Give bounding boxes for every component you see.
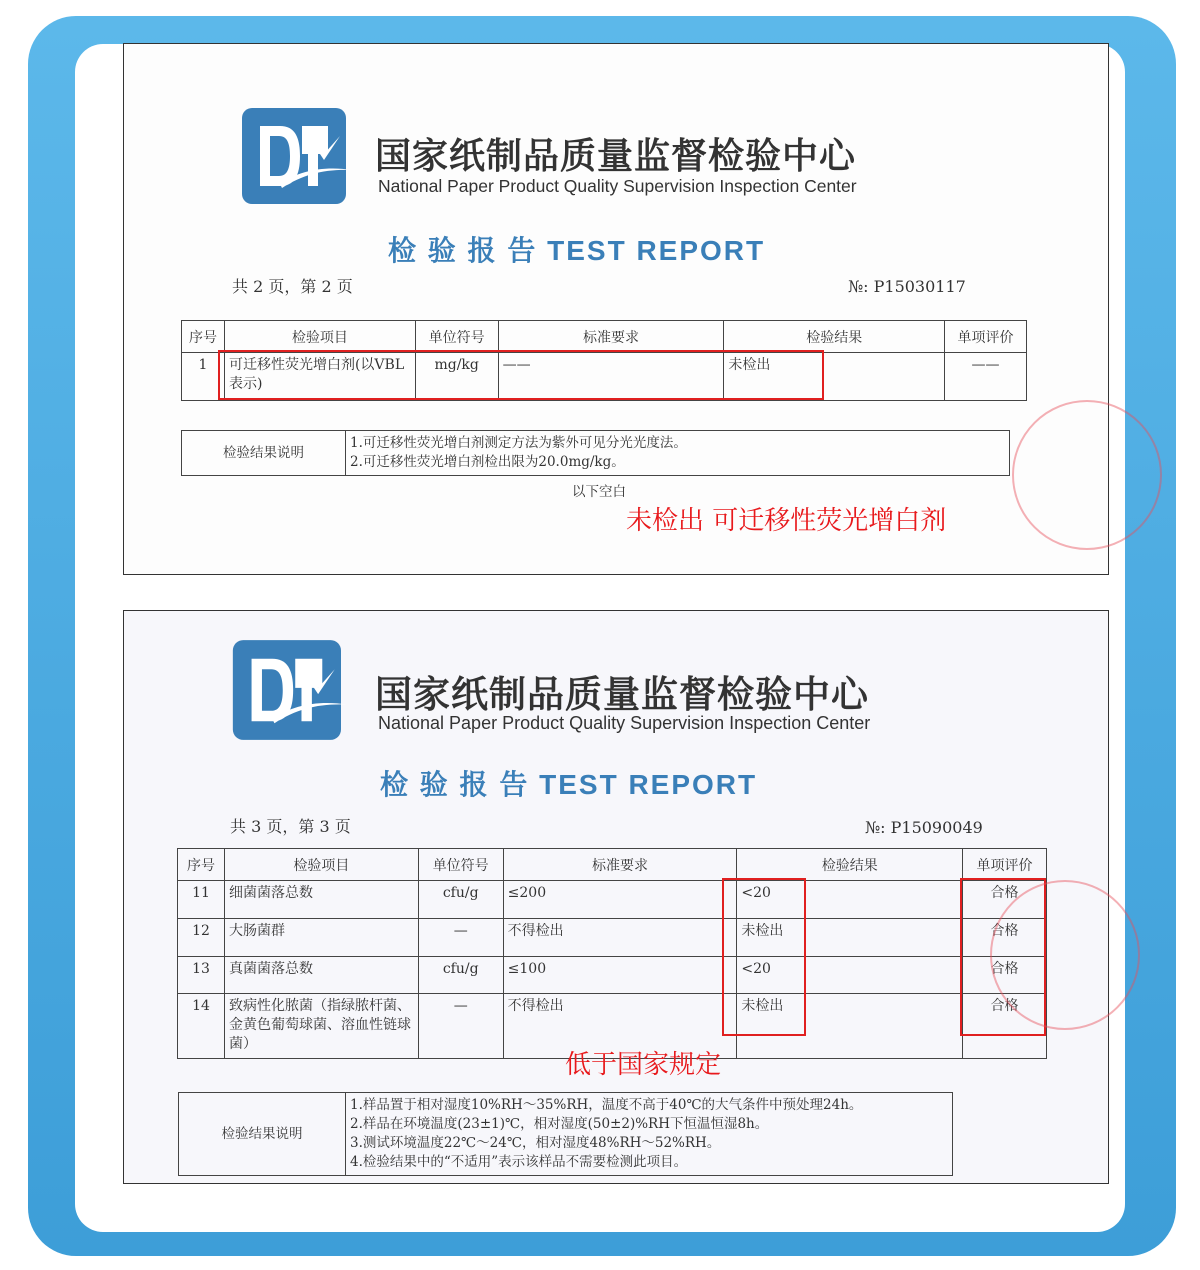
- dqt-logo-icon: [230, 638, 348, 742]
- header-item: 检验项目: [224, 321, 415, 353]
- row-eval: ——: [945, 353, 1027, 401]
- header-standard: 标准要求: [498, 321, 724, 353]
- note-line: 1.样品置于相对湿度10%RH～35%RH，温度不高于40℃的大气条件中预处理24h。: [350, 1097, 863, 1113]
- row-no: 12: [178, 919, 225, 957]
- row-standard: ≤200: [503, 881, 737, 919]
- row-result: <20: [737, 881, 963, 919]
- org-name-cn: 国家纸制品质量监督检验中心: [375, 136, 857, 177]
- annotation-2: 低于国家规定: [565, 1050, 722, 1080]
- row-result: <20: [737, 957, 963, 994]
- notes-table: [181, 430, 1010, 476]
- page-indicator: 共 3 页，第 3 页: [230, 817, 351, 836]
- header-standard: 标准要求: [503, 849, 737, 881]
- row-item: 细菌菌落总数: [224, 881, 418, 919]
- note-line: 2.可迁移性荧光增白剂检出限为20.0mg/kg。: [350, 454, 625, 470]
- dqt-logo-icon: [240, 106, 352, 206]
- row-item: 真菌菌落总数: [224, 957, 418, 994]
- header-no: 序号: [182, 321, 225, 353]
- row-no: 14: [178, 994, 225, 1059]
- report-number: №: P15030117: [848, 277, 966, 296]
- header-no: 序号: [178, 849, 225, 881]
- row-item: 可迁移性荧光增白剂(以VBL表示): [224, 353, 415, 401]
- row-result: 未检出: [724, 353, 945, 401]
- row-eval: 合格: [963, 957, 1047, 994]
- highlight-box: [218, 350, 824, 400]
- row-eval: 合格: [963, 919, 1047, 957]
- header-result: 检验结果: [724, 321, 945, 353]
- notes-table: [178, 1092, 953, 1176]
- row-unit: —: [418, 994, 503, 1059]
- row-unit: —: [418, 919, 503, 957]
- row-item: 大肠菌群: [224, 919, 418, 957]
- header-unit: 单位符号: [415, 321, 498, 353]
- row-unit: cfu/g: [418, 957, 503, 994]
- blank-below: 以下空白: [572, 484, 626, 500]
- org-name-en: National Paper Product Quality Supervision Inspection Center: [378, 176, 857, 196]
- seal-stamp: [990, 880, 1140, 1030]
- row-no: 13: [178, 957, 225, 994]
- annotation-1: 未检出 可迁移性荧光增白剂: [626, 506, 947, 536]
- report-number: №: P15090049: [865, 818, 983, 837]
- note-line: 4.检验结果中的“不适用”表示该样品不需要检测此项目。: [350, 1154, 688, 1170]
- row-standard: ——: [498, 353, 724, 401]
- header-eval: 单项评价: [963, 849, 1047, 881]
- row-no: 11: [178, 881, 225, 919]
- header-result: 检验结果: [737, 849, 963, 881]
- report-title: 检 验 报 告 TEST REPORT: [380, 769, 758, 800]
- row-item: 致病性化脓菌（指绿脓杆菌、金黄色葡萄球菌、溶血性链球菌）: [224, 994, 418, 1059]
- table-row: [178, 957, 1047, 994]
- table-row: [178, 919, 1047, 957]
- highlight-box-results: [722, 878, 806, 1036]
- header-eval: 单项评价: [945, 321, 1027, 353]
- row-eval: 合格: [963, 994, 1047, 1059]
- org-name-cn: 国家纸制品质量监督检验中心: [375, 673, 869, 716]
- org-name-en: National Paper Product Quality Supervision Inspection Center: [378, 713, 871, 733]
- row-unit: cfu/g: [418, 881, 503, 919]
- table-row: [178, 881, 1047, 919]
- row-no: 1: [182, 353, 225, 401]
- page-indicator: 共 2 页，第 2 页: [232, 277, 353, 296]
- seal-stamp: [1012, 400, 1162, 550]
- row-standard: 不得检出: [503, 994, 737, 1059]
- results-table: [177, 848, 1047, 1059]
- row-eval: 合格: [963, 881, 1047, 919]
- row-unit: mg/kg: [415, 353, 498, 401]
- note-line: 3.测试环境温度22℃～24℃，相对湿度48%RH～52%RH。: [350, 1135, 721, 1151]
- note-line: 2.样品在环境温度(23±1)℃，相对湿度(50±2)%RH下恒温恒湿8h。: [350, 1116, 769, 1132]
- header-item: 检验项目: [224, 849, 418, 881]
- notes-label: 检验结果说明: [179, 1093, 346, 1176]
- row-standard: ≤100: [503, 957, 737, 994]
- header-unit: 单位符号: [418, 849, 503, 881]
- row-standard: 不得检出: [503, 919, 737, 957]
- row-result: 未检出: [737, 919, 963, 957]
- row-result: 未检出: [737, 994, 963, 1059]
- report-title: 检 验 报 告 TEST REPORT: [388, 235, 766, 266]
- note-line: 1.可迁移性荧光增白剂测定方法为紫外可见分光光度法。: [350, 435, 687, 451]
- notes-label: 检验结果说明: [182, 431, 346, 476]
